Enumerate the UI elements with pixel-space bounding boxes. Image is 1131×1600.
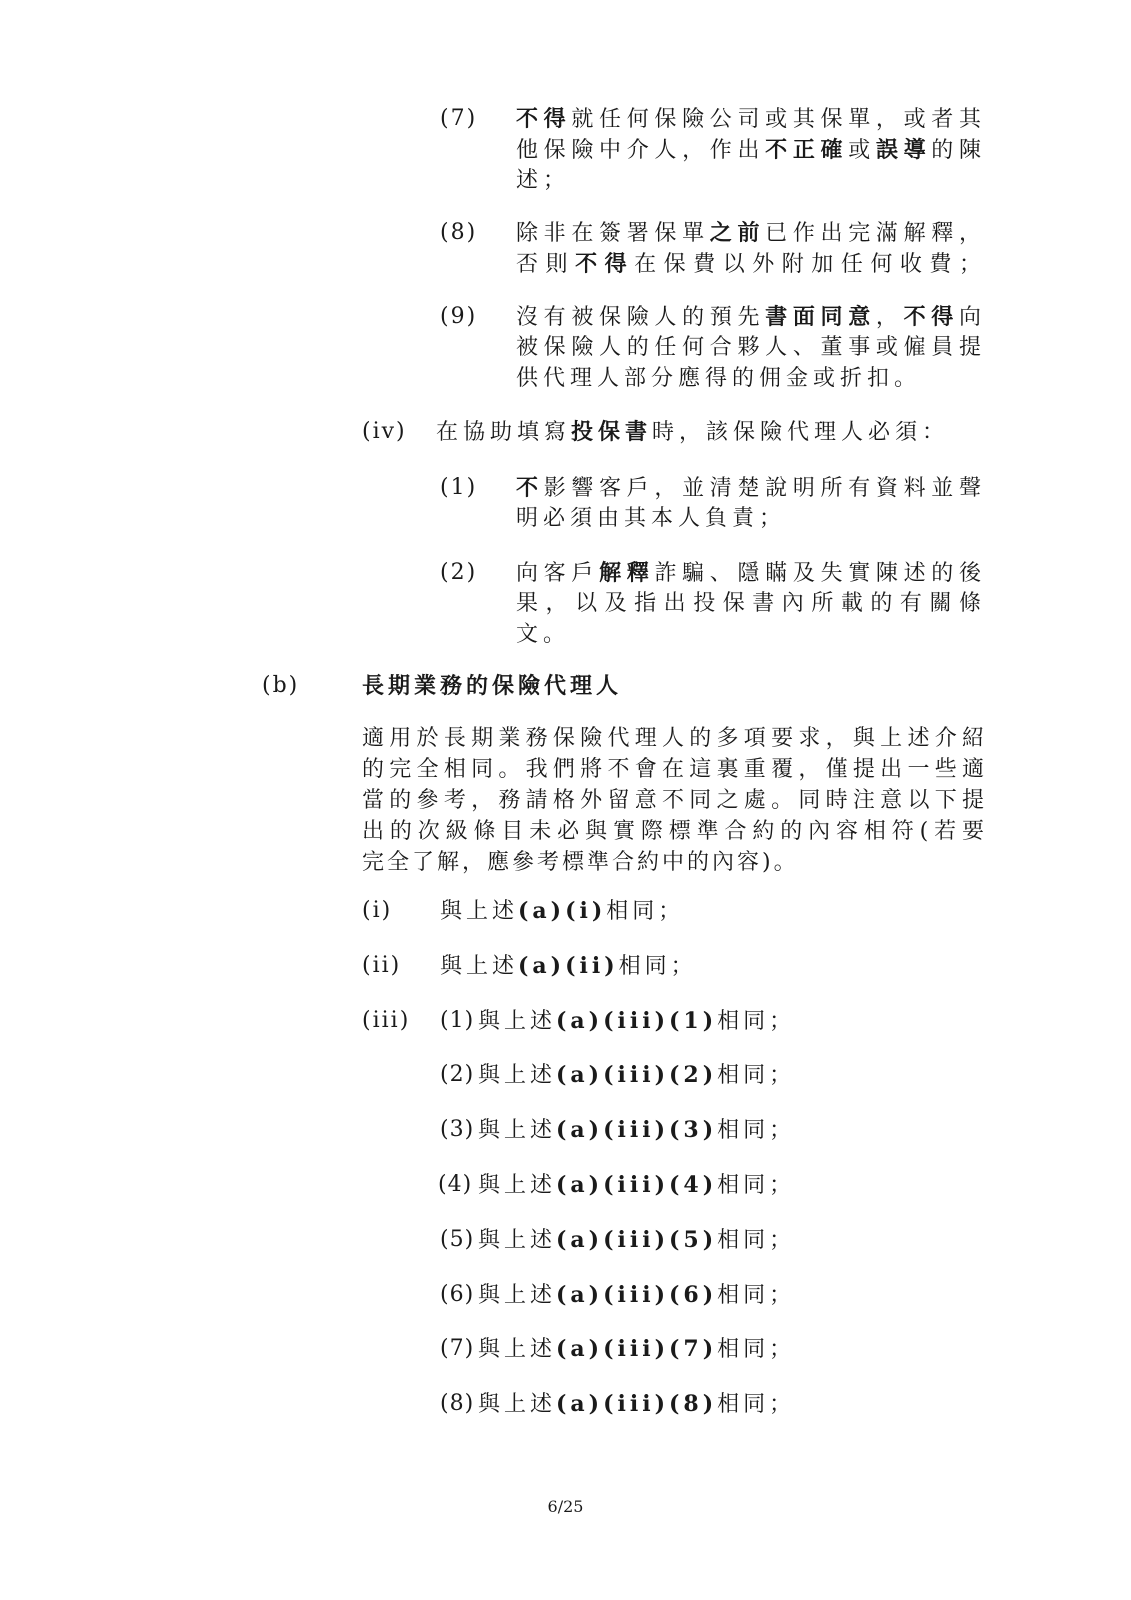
item-text-line: 被保險人的任何合夥人、董事或僱員提 <box>516 335 986 360</box>
paragraph-line: 的完全相同。我們將不會在這裏重覆，僅提出一些適 <box>362 757 987 782</box>
item-text-line: 與上述(a)(i)相同； <box>440 898 685 924</box>
sub-item-text: 與上述(a)(iii)(6)相同； <box>478 1282 796 1308</box>
paragraph-line: 適用於長期業務保險代理人的多項要求，與上述介紹 <box>362 726 987 751</box>
sub-item-label: (1) <box>440 1008 475 1033</box>
section-label: (b) <box>262 673 300 698</box>
sub-item-text: 與上述(a)(iii)(3)相同； <box>478 1117 796 1143</box>
sub-item-text: 與上述(a)(iii)(7)相同； <box>478 1336 796 1362</box>
item-text-line: 述； <box>516 168 571 193</box>
item-text-line: 果，以及指出投保書內所載的有關條 <box>516 591 986 616</box>
sub-item-label: (7) <box>440 1336 475 1361</box>
sub-item-label: (3) <box>440 1117 475 1142</box>
item-label: (7) <box>440 106 478 131</box>
paragraph-line: 出的次級條目未必與實際標準合約的內容相符(若要 <box>362 819 987 844</box>
item-text-line: 供代理人部分應得的佣金或折扣。 <box>516 366 922 391</box>
item-text-line: 不影響客戶，並清楚說明所有資料並聲 <box>516 475 986 501</box>
sub-item-text: 與上述(a)(iii)(8)相同； <box>478 1391 796 1417</box>
item-text-line: 在協助填寫投保書時，該保險代理人必須： <box>436 419 950 445</box>
item-text-line: 不得就任何保險公司或其保單，或者其 <box>516 106 986 132</box>
sub-item-label: (4) <box>438 1172 473 1197</box>
item-text-line: 明必須由其本人負責； <box>516 506 787 531</box>
item-label: (8) <box>440 220 478 245</box>
sub-item-label: (2) <box>440 1062 475 1087</box>
section-heading: 長期業務的保險代理人 <box>362 673 623 699</box>
item-label: (9) <box>440 304 478 329</box>
item-text-line: 與上述(a)(ii)相同； <box>440 953 697 979</box>
sub-item-text: 與上述(a)(iii)(2)相同； <box>478 1062 796 1088</box>
item-text-line: 否則不得在保費以外附加任何收費； <box>516 251 986 277</box>
item-label: (1) <box>440 475 478 500</box>
item-label: (2) <box>440 560 478 585</box>
item-text-line: 文。 <box>516 622 571 647</box>
item-text-line: 除非在簽署保單之前已作出完滿解釋， <box>516 220 986 246</box>
item-label: (iii) <box>362 1008 411 1033</box>
item-label: (i) <box>362 898 393 923</box>
paragraph-line: 當的參考，務請格外留意不同之處。同時注意以下提 <box>362 788 987 813</box>
sub-item-text: 與上述(a)(iii)(5)相同； <box>478 1227 796 1253</box>
sub-item-text: 與上述(a)(iii)(4)相同； <box>478 1172 796 1198</box>
item-text-line: 向客戶解釋詐騙、隱瞞及失實陳述的後 <box>516 560 986 586</box>
sub-item-label: (5) <box>440 1227 475 1252</box>
sub-item-text: 與上述(a)(iii)(1)相同； <box>478 1008 796 1034</box>
sub-item-label: (8) <box>440 1391 475 1416</box>
paragraph-line: 完全了解，應參考標準合約中的內容)。 <box>362 850 799 875</box>
item-text-line: 他保險中介人，作出不正確或誤導的陳 <box>516 137 986 163</box>
page-number: 6/25 <box>547 1497 584 1516</box>
item-text-line: 沒有被保險人的預先書面同意，不得向 <box>516 304 986 330</box>
item-label: (iv) <box>362 419 407 444</box>
item-label: (ii) <box>362 953 402 978</box>
sub-item-label: (6) <box>440 1282 475 1307</box>
